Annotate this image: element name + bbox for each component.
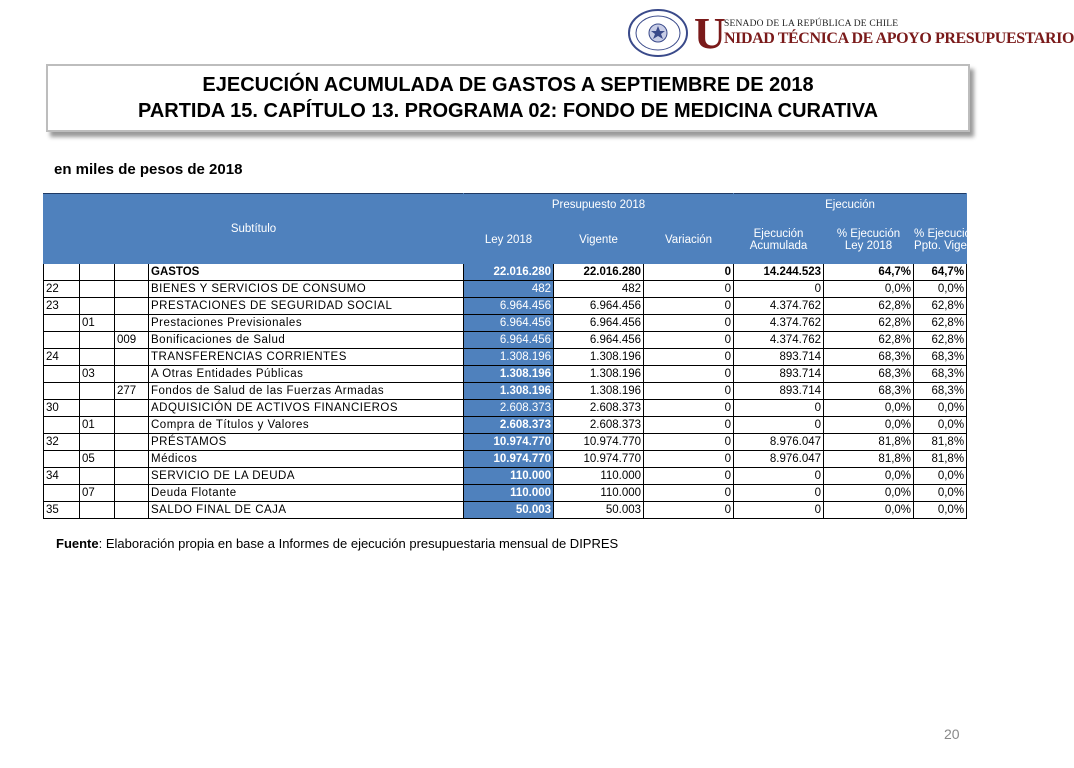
cell-ejecucion-acumulada: 0 [734,502,824,519]
header-pct-vig-line2: Ppto. Vigente [914,239,983,252]
cell-asignacion [115,264,149,281]
table-row [44,264,967,281]
cell-pct-ley: 0,0% [824,485,914,502]
cell-pct-ley: 0,0% [824,281,914,298]
table-row [44,281,967,298]
cell-pct-ley: 81,8% [824,434,914,451]
table-row [44,383,967,400]
cell-asignacion [115,417,149,434]
table-row [44,332,967,349]
cell-pct-ley: 0,0% [824,417,914,434]
cell-pct-vigente: 68,3% [914,383,967,400]
cell-subtitulo: 30 [44,400,80,417]
cell-pct-ley: 64,7% [824,264,914,281]
cell-asignacion [115,366,149,383]
cell-ejecucion-acumulada: 893.714 [734,349,824,366]
cell-vigente: 1.308.196 [554,366,644,383]
cell-ley-2018: 110.000 [464,468,554,485]
cell-pct-vigente: 62,8% [914,298,967,315]
header-ejecucion: Ejecución [734,194,967,216]
cell-ley-2018: 482 [464,281,554,298]
cell-vigente: 2.608.373 [554,400,644,417]
header-pct-ley-line1: % Ejecución [836,227,901,240]
header-pct-ley-line2: Ley 2018 [844,239,893,252]
table-row [44,315,967,332]
cell-ejecucion-acumulada: 8.976.047 [734,451,824,468]
cell-descripcion: BIENES Y SERVICIOS DE CONSUMO [149,281,464,298]
cell-vigente: 6.964.456 [554,332,644,349]
cell-vigente: 10.974.770 [554,451,644,468]
units-label: en miles de pesos de 2018 [54,161,243,178]
table-row [44,451,967,468]
cell-vigente: 482 [554,281,644,298]
cell-variacion: 0 [644,451,734,468]
cell-pct-vigente: 81,8% [914,451,967,468]
cell-asignacion [115,315,149,332]
cell-descripcion: SALDO FINAL DE CAJA [149,502,464,519]
cell-item [80,400,115,417]
cell-ejecucion-acumulada: 0 [734,468,824,485]
cell-subtitulo [44,366,80,383]
cell-variacion: 0 [644,298,734,315]
cell-ley-2018: 1.308.196 [464,366,554,383]
cell-subtitulo [44,332,80,349]
cell-ejecucion-acumulada: 14.244.523 [734,264,824,281]
cell-pct-vigente: 0,0% [914,281,967,298]
cell-pct-vigente: 68,3% [914,349,967,366]
table-row [44,417,967,434]
logo-letter: U [694,9,726,58]
cell-ejecucion-acumulada: 893.714 [734,383,824,400]
logo-senate-text: SENADO DE LA REPÚBLICA DE CHILE [724,19,899,29]
cell-item: 05 [80,451,115,468]
cell-pct-vigente: 0,0% [914,417,967,434]
cell-variacion: 0 [644,281,734,298]
cell-descripcion: A Otras Entidades Públicas [149,366,464,383]
cell-vigente: 10.974.770 [554,434,644,451]
page-subtitle: PARTIDA 15. CAPÍTULO 13. PROGRAMA 02: FONDO DE MEDICINA CURATIVA [137,100,879,122]
cell-variacion: 0 [644,434,734,451]
source-label: Fuente [56,536,99,551]
cell-ejecucion-acumulada: 4.374.762 [734,298,824,315]
cell-item [80,383,115,400]
cell-descripcion: Compra de Títulos y Valores [149,417,464,434]
table-row [44,434,967,451]
header-vigente: Vigente [554,216,644,264]
cell-pct-vigente: 62,8% [914,332,967,349]
cell-asignacion: 009 [115,332,149,349]
cell-ley-2018: 6.964.456 [464,315,554,332]
cell-subtitulo [44,451,80,468]
table-row [44,485,967,502]
table-row [44,502,967,519]
header-pct-vig-line1: % Ejecución [914,227,978,240]
cell-ejecucion-acumulada: 0 [734,281,824,298]
cell-item [80,434,115,451]
cell-item [80,502,115,519]
cell-item: 01 [80,417,115,434]
cell-asignacion: 277 [115,383,149,400]
cell-pct-vigente: 64,7% [914,264,967,281]
cell-pct-vigente: 68,3% [914,366,967,383]
table-row [44,366,967,383]
cell-variacion: 0 [644,400,734,417]
senate-seal-icon [628,8,692,58]
cell-ejecucion-acumulada: 0 [734,485,824,502]
cell-ejecucion-acumulada: 0 [734,400,824,417]
cell-item: 07 [80,485,115,502]
cell-vigente: 22.016.280 [554,264,644,281]
cell-subtitulo [44,417,80,434]
header-ejec-acum-line1: Ejecución [753,227,804,240]
cell-pct-vigente: 62,8% [914,315,967,332]
table-row [44,468,967,485]
cell-asignacion [115,349,149,366]
cell-vigente: 110.000 [554,485,644,502]
cell-vigente: 1.308.196 [554,349,644,366]
cell-pct-ley: 0,0% [824,468,914,485]
cell-pct-vigente: 81,8% [914,434,967,451]
cell-asignacion [115,485,149,502]
cell-subtitulo [44,485,80,502]
cell-descripcion: PRESTACIONES DE SEGURIDAD SOCIAL [149,298,464,315]
cell-pct-ley: 0,0% [824,502,914,519]
cell-ejecucion-acumulada: 893.714 [734,366,824,383]
cell-item [80,298,115,315]
cell-pct-ley: 68,3% [824,349,914,366]
cell-variacion: 0 [644,332,734,349]
cell-subtitulo [44,264,80,281]
cell-item [80,349,115,366]
cell-asignacion [115,468,149,485]
cell-ley-2018: 10.974.770 [464,434,554,451]
header-ejec-acum-line2: Acumulada [749,239,808,252]
cell-ley-2018: 22.016.280 [464,264,554,281]
cell-item [80,332,115,349]
cell-descripcion: GASTOS [149,264,464,281]
cell-subtitulo: 34 [44,468,80,485]
header-pct-ley [824,216,914,264]
header-subtitulo: Subtítulo [44,194,464,264]
cell-variacion: 0 [644,485,734,502]
cell-asignacion [115,298,149,315]
header-variacion: Variación [644,216,734,264]
cell-vigente: 2.608.373 [554,417,644,434]
cell-pct-ley: 62,8% [824,298,914,315]
cell-descripcion: Médicos [149,451,464,468]
cell-variacion: 0 [644,502,734,519]
cell-descripcion: PRÉSTAMOS [149,434,464,451]
cell-descripcion: Bonificaciones de Salud [149,332,464,349]
table-body [44,264,967,519]
cell-vigente: 6.964.456 [554,315,644,332]
cell-item [80,264,115,281]
table-row [44,349,967,366]
logo-unit-text: NIDAD TÉCNICA DE APOYO PRESUPUESTARIO [724,30,1074,47]
cell-ley-2018: 2.608.373 [464,417,554,434]
cell-pct-ley: 68,3% [824,383,914,400]
cell-descripcion: Fondos de Salud de las Fuerzas Armadas [149,383,464,400]
cell-pct-vigente: 0,0% [914,400,967,417]
cell-ley-2018: 10.974.770 [464,451,554,468]
cell-vigente: 110.000 [554,468,644,485]
cell-ley-2018: 2.608.373 [464,400,554,417]
cell-ejecucion-acumulada: 4.374.762 [734,332,824,349]
cell-descripcion: ADQUISICIÓN DE ACTIVOS FINANCIEROS [149,400,464,417]
cell-subtitulo: 32 [44,434,80,451]
cell-pct-vigente: 0,0% [914,468,967,485]
cell-variacion: 0 [644,417,734,434]
cell-asignacion [115,502,149,519]
header-pct-vigente [914,216,983,264]
cell-vigente: 50.003 [554,502,644,519]
cell-ley-2018: 1.308.196 [464,383,554,400]
cell-subtitulo: 35 [44,502,80,519]
cell-variacion: 0 [644,264,734,281]
cell-descripcion: Prestaciones Previsionales [149,315,464,332]
cell-item: 03 [80,366,115,383]
cell-subtitulo [44,315,80,332]
cell-subtitulo: 22 [44,281,80,298]
table-row [44,400,967,417]
cell-variacion: 0 [644,366,734,383]
cell-descripcion: SERVICIO DE LA DEUDA [149,468,464,485]
cell-pct-ley: 0,0% [824,400,914,417]
cell-descripcion: TRANSFERENCIAS CORRIENTES [149,349,464,366]
cell-item [80,281,115,298]
cell-ley-2018: 110.000 [464,485,554,502]
senate-logo [628,8,1074,58]
cell-subtitulo: 23 [44,298,80,315]
cell-ley-2018: 1.308.196 [464,349,554,366]
cell-ejecucion-acumulada: 8.976.047 [734,434,824,451]
cell-pct-vigente: 0,0% [914,502,967,519]
budget-table [43,193,983,519]
cell-pct-ley: 68,3% [824,366,914,383]
header-presupuesto: Presupuesto 2018 [464,194,734,216]
cell-item [80,468,115,485]
cell-ley-2018: 50.003 [464,502,554,519]
cell-variacion: 0 [644,383,734,400]
cell-pct-ley: 62,8% [824,315,914,332]
cell-ley-2018: 6.964.456 [464,332,554,349]
source-text: : Elaboración propia en base a Informes de ejecución presupuestaria mensual de DIPRES [98,536,619,551]
title-box [46,64,970,132]
cell-vigente: 1.308.196 [554,383,644,400]
cell-asignacion [115,400,149,417]
cell-ejecucion-acumulada: 4.374.762 [734,315,824,332]
header-ley: Ley 2018 [464,216,554,264]
cell-asignacion [115,451,149,468]
page-title: EJECUCIÓN ACUMULADA DE GASTOS A SEPTIEMBRE DE 2018 [202,74,814,96]
cell-descripcion: Deuda Flotante [149,485,464,502]
header-ejecucion-acumulada [734,216,824,264]
cell-subtitulo [44,383,80,400]
cell-item: 01 [80,315,115,332]
cell-variacion: 0 [644,468,734,485]
cell-pct-ley: 62,8% [824,332,914,349]
cell-asignacion [115,281,149,298]
cell-pct-vigente: 0,0% [914,485,967,502]
cell-ejecucion-acumulada: 0 [734,417,824,434]
cell-pct-ley: 81,8% [824,451,914,468]
cell-asignacion [115,434,149,451]
page-number: 20 [944,726,960,742]
cell-ley-2018: 6.964.456 [464,298,554,315]
table-row [44,298,967,315]
cell-variacion: 0 [644,349,734,366]
cell-variacion: 0 [644,315,734,332]
cell-vigente: 6.964.456 [554,298,644,315]
cell-subtitulo: 24 [44,349,80,366]
source-note [56,536,618,551]
